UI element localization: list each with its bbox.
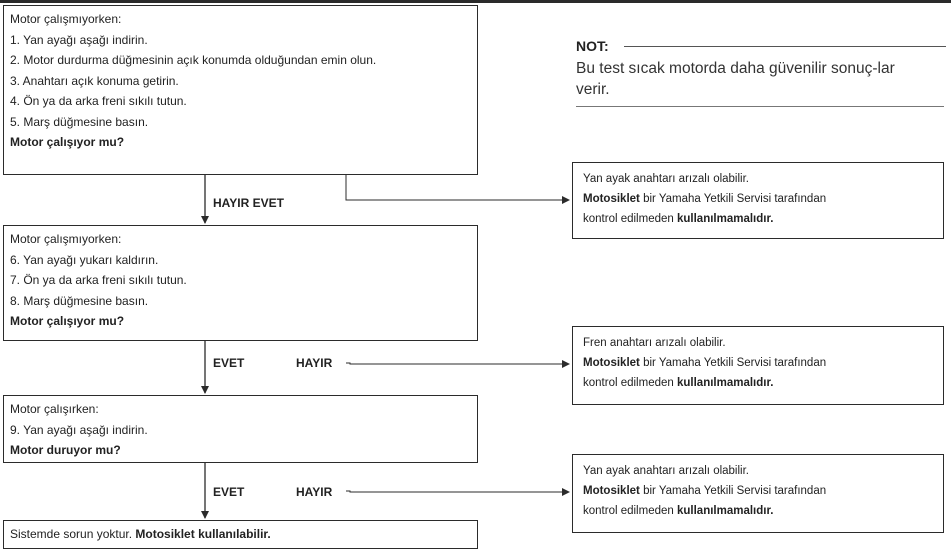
step-box-2 [3, 225, 478, 341]
result2-line1: Fren anahtarı arızalı olabilir. [583, 337, 726, 349]
result3-mid: bir Yamaha Yetkili Servisi tarafından [639, 485, 827, 497]
note-title: NOT: [576, 38, 609, 54]
note-title-rule [624, 46, 946, 47]
result-box-2 [572, 326, 944, 405]
step1-line: 5. Marş düğmesine basın. [10, 114, 149, 129]
result-box-3 [572, 454, 944, 533]
result1-line3: kontrol edilmeden [583, 213, 677, 225]
result2-line3: kontrol edilmeden [583, 377, 677, 389]
arrow-step3-to-result3 [346, 491, 569, 492]
step1-line: Motor çalışmıyorken: [10, 12, 122, 26]
result2-bold1: Motosiklet [583, 357, 640, 369]
step2-line: 6. Yan ayağı yukarı kaldırın. [10, 252, 159, 267]
step2-line: Motor çalışmıyorken: [10, 232, 122, 246]
result3-bold2: kullanılmamalıdır. [676, 505, 774, 517]
result1-mid: bir Yamaha Yetkili Servisi tarafından [639, 193, 827, 205]
result3-bold1: Motosiklet [583, 485, 640, 497]
final-box [3, 520, 478, 549]
result-box-1 [572, 162, 944, 239]
step2-line: 7. Ön ya da arka freni sıkılı tutun. [10, 273, 187, 287]
note-bottom-rule [576, 106, 944, 107]
step-box-3 [3, 395, 478, 463]
step3-question: Motor duruyor mu? [10, 443, 121, 457]
result1-bold2: kullanılmamalıdır. [676, 213, 774, 225]
note-text: Bu test sıcak motorda daha güvenilir sonuç-lar verir. [576, 60, 895, 98]
result3-line3: kontrol edilmeden [583, 505, 677, 517]
label-evet-2: EVET [213, 356, 245, 370]
result1-line1: Yan ayak anahtarı arızalı olabilir. [583, 173, 749, 185]
step2-question: Motor çalışıyor mu? [10, 314, 125, 328]
step1-line: 2. Motor durdurma düğmesinin açık konumda olduğundan emin olun. [10, 53, 377, 67]
result2-mid: bir Yamaha Yetkili Servisi tarafından [639, 357, 827, 369]
label-hayir-3: HAYIR [296, 485, 333, 499]
step1-line: 1. Yan ayağı aşağı indirin. [10, 32, 148, 47]
step3-line: Motor çalışırken: [10, 402, 99, 416]
result1-bold1: Motosiklet [583, 193, 640, 205]
result3-line1: Yan ayak anahtarı arızalı olabilir. [583, 465, 749, 477]
final-bold: Motosiklet kullanılabilir. [135, 527, 271, 541]
step2-line: 8. Marş düğmesine basın. [10, 293, 149, 308]
note-block [576, 38, 944, 100]
step1-line: 3. Anahtarı açık konuma getirin. [10, 73, 179, 88]
result2-bold2: kullanılmamalıdır. [676, 377, 774, 389]
label-hayir-evet: HAYIR EVET [213, 196, 284, 210]
label-hayir-2: HAYIR [296, 356, 333, 370]
arrow-step1-to-result1 [346, 174, 569, 200]
label-evet-3: EVET [213, 485, 245, 499]
step3-line: 9. Yan ayağı aşağı indirin. [10, 422, 148, 437]
step1-question: Motor çalışıyor mu? [10, 135, 125, 149]
final-text: Sistemde sorun yoktur. [10, 527, 136, 541]
arrow-step2-to-result2 [346, 363, 569, 364]
step-box-1 [3, 5, 478, 175]
step1-line: 4. Ön ya da arka freni sıkılı tutun. [10, 94, 187, 108]
